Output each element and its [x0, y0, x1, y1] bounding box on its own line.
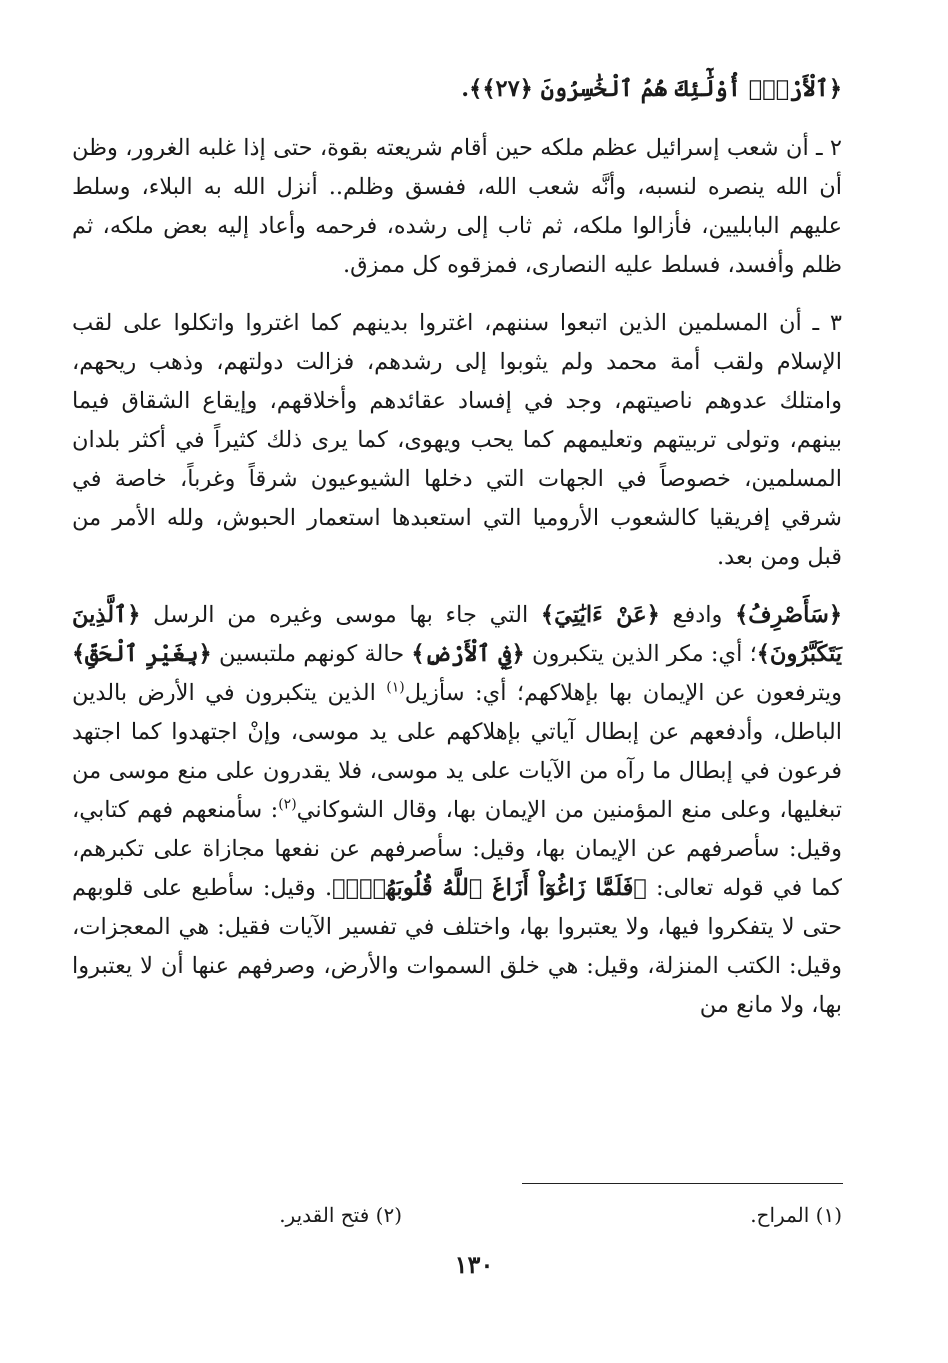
- text-run: وادفع: [659, 602, 736, 628]
- paragraph-tafsir: [72, 596, 842, 1025]
- footnote-1: (١) المراح.: [750, 1203, 842, 1227]
- footnote-divider: [522, 1183, 843, 1184]
- quran-quote: ﴿بِغَيْرِ ٱلْحَقِّ﴾: [72, 641, 212, 667]
- text-run: ويترفعون عن الإيمان بها بإهلاكهم؛ أي: سأزيل: [404, 680, 842, 706]
- footnote-ref-2: (٢): [278, 796, 297, 813]
- quran-quote: ﴿عَنْ ءَايَٰتِيَ﴾: [540, 602, 660, 628]
- paragraph-point-3: ٣ ـ أن المسلمين الذين اتبعوا سننهم، اغتروا بدينهم كما اغتروا واتكلوا على لقب الإسلام ولقب أمة محمد ولم يثوبوا إلى رشدهم، فزالت دولتهم، وذهب ريحهم، وامتلك عدوهم ناصيتهم، وجد في إفساد عقائدهم وأخلاقهم، وإيقاع الشقاق فيما بينهم، وتولى تربيتهم وتعليمهم كما يحب ويهوى، كما يرى ذلك كثيراً في أكثر بلدان المسلمين، خصوصاً في الجهات التي دخلها الشيوعيون شرقاً وغرباً، خاصة في شرقي إفريقيا كالشعوب الأروميا التي استعبدها استعمار الحبوش، ولله الأمر من قبل ومن بعد.: [72, 310, 842, 570]
- quran-verse-tail: ﴿ٱلْأَرْضِۚ أُوْلَٰٓئِكَ هُمُ ٱلْخَٰسِرُونَ ﴿٢٧﴾﴾.: [461, 76, 842, 102]
- text-run: ؛ أي: مكر الذين يتكبرون: [524, 641, 757, 667]
- quran-quote: ﴿فِي ٱلْأَرْضِ﴾: [411, 641, 525, 667]
- paragraph-point-2: ٢ ـ أن شعب إسرائيل عظم ملكه حين أقام شريعته بقوة، حتى إذا غلبه الغرور، وظن أن الله ينصره لنسبه، وأنَّه شعب الله، ففسق وظلم.. أنزل الله به البلاء، وسلط عليهم البابليين، فأزالوا ملكه، ثم ثاب إلى رشده، فرحمه وأعاد إليه بعض ملكه، ثم ظلم وأفسد، فسلط عليه النصارى، فمزقوه كل ممزق.: [72, 135, 842, 278]
- page-number: ١٣٠: [454, 1250, 494, 1279]
- quran-quote: ﴿فَلَمَّا زَاغُوٓاْ أَزَاغَ ٱللَّهُ قُلُوبَهُمْۚ﴾: [332, 875, 647, 901]
- quran-quote: ﴿ٱلَّذِينَ يَتَكَبَّرُونَ﴾: [72, 602, 843, 667]
- text-run: التي جاء بها موسى وغيره من الرسل: [140, 602, 541, 628]
- text-run: . وقيل: سأطبع على قلوبهم حتى لا يتفكروا فيها، ولا يعتبروا بها، واختلف في تفسير الآيات فقيل: هي المعجزات، وقيل: الكتب المنزلة، وقيل: هي خلق السموات والأرض، وصرفهم عنها أن لا يعتبروا بها، ولا مانع من: [72, 875, 842, 1018]
- text-run: : سأمنعهم فهم كتابي، وقيل: سأصرفهم عن الإيمان بها، وقيل: سأصرفهم عن نفعها مجازاة على تكبرهم، كما في قوله تعالى:: [72, 797, 842, 901]
- text-run: الذين يتكبرون في الأرض بالدين الباطل، وأدفعهم عن إبطال آياتي بإهلاكهم على يد موسى، وإنْ اجتهدوا كما اجتهد فرعون في إبطال ما رآه من الآيات على يد موسى، فلا يقدرون على منع موسى من تبغليها، وعلى منع المؤمنين من الإيمان بها، وقال الشوكاني: [72, 680, 842, 823]
- quran-quote: ﴿سَأَصْرِفُ﴾: [735, 602, 843, 628]
- footnote-2: (٢) فتح القدير.: [279, 1203, 402, 1227]
- footnotes: [72, 1198, 842, 1232]
- verse-continuation: [72, 70, 842, 109]
- footnote-ref-1: (١): [386, 679, 405, 696]
- page-body: [72, 70, 842, 1025]
- text-run: حالة كونهم ملتبسين: [211, 641, 412, 667]
